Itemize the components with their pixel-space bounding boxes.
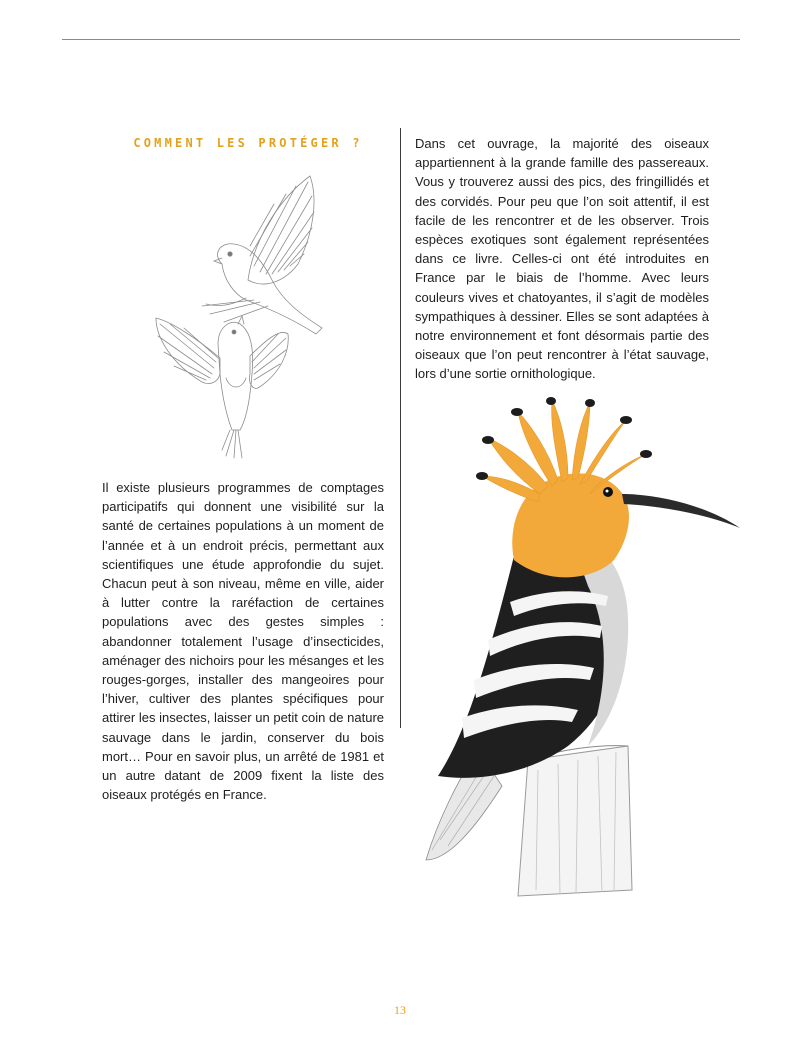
hoopoe-illustration (418, 390, 748, 900)
page-number: 13 (394, 1003, 406, 1017)
introduction-paragraph: Dans cet ouvrage, la majorité des oiseaux appartiennent à la grande famille des passereaux. Vous y trouverez aussi des pics, des fringillidés et des corvidés. Pour peu que l’on soit attentif, il est facile de les rencontrer et de les observer. Trois espèces exotiques sont également représentées dans ce livre. Celles-ci ont été introduites en France par le biais de l’homme. Avec leurs couleurs vives et chatoyantes, il s’agit de modèles sympathiques à dessiner. Elles se sont adaptées à notre environnement et font désormais partie des oiseaux que l’on peut rencontrer à l’état sauvage, lors d’une sortie ornithologique. (415, 136, 709, 382)
column-divider (400, 128, 401, 728)
top-rule (62, 39, 740, 40)
flying-birds-sketch (150, 168, 340, 460)
conservation-paragraph: Il existe plusieurs programmes de comptages participatifs qui donnent une visibilité sur la santé de certaines populations à un moment de l’année et à un endroit précis, permettant aux scientifiques une étude approfondie du sujet. Chacun peut à son niveau, même en ville, aider à lutter contre la raréfaction de certaines populations avec des gestes simples : abandonner totalement l’usage d’insecticides, aménager des nichoirs pour les mésanges et les rouges-gorges, installer des mangeoires pour l’hiver, cultiver des plantes spécifiques pour attirer les insectes, laisser un petit coin de nature sauvage dans le jardin, conserver du bois mort… Pour en savoir plus, un arrêté de 1981 et un autre datant de 2009 fixent la liste des oiseaux protégés en France. (102, 480, 384, 803)
section-heading: COMMENT LES PROTÉGER ? (133, 136, 363, 150)
